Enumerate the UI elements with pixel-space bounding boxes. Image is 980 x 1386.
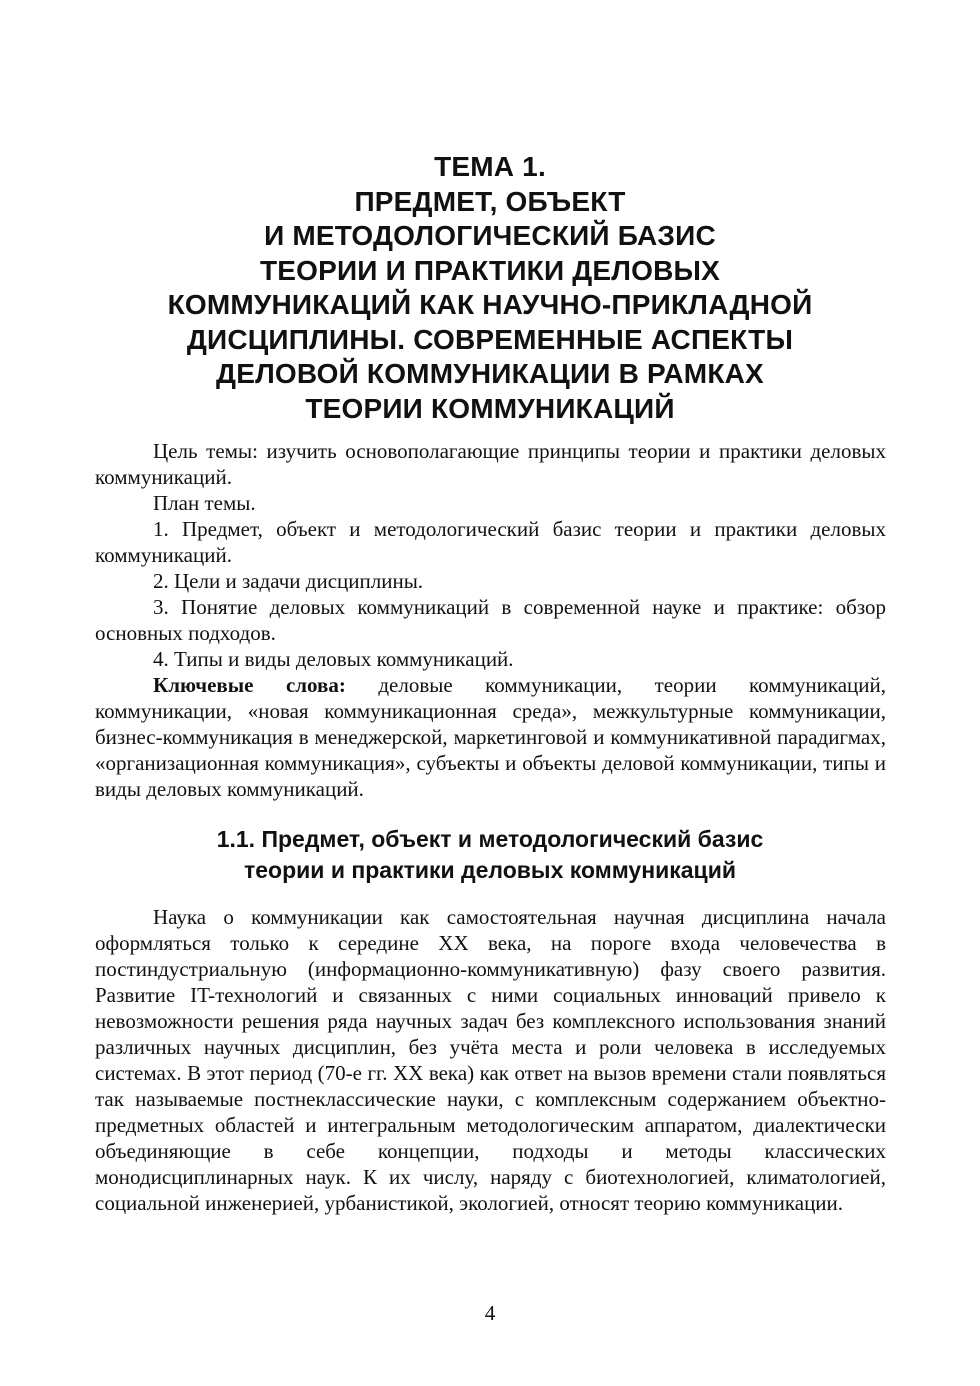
chapter-title-line: ДИСЦИПЛИНЫ. СОВРЕМЕННЫЕ АСПЕКТЫ bbox=[186, 323, 794, 355]
chapter-title-line: ТЕОРИИ КОММУНИКАЦИЙ bbox=[305, 392, 675, 424]
plan-heading: План темы. bbox=[153, 491, 256, 515]
chapter-title-line: КОММУНИКАЦИЙ КАК НАУЧНО-ПРИКЛАДНОЙ bbox=[167, 289, 813, 320]
keywords-paragraph bbox=[95, 672, 886, 802]
section-title-line: теории и практики деловых коммуникаций bbox=[244, 857, 736, 883]
chapter-title-line: ТЕОРИИ И ПРАКТИКИ ДЕЛОВЫХ bbox=[259, 254, 721, 286]
section-paragraph: Наука о коммуникации как самостоятельная научная дисциплина начала оформляться только к середине XX века, на пороге входа человечества в постиндустриальную (информационно-коммуникативную) фазу своего развития. Развитие IT-технологий и связанных с ними социальных инноваций привело к невозможности решения ряда научных задач без комплексного использования знаний различных научных дисциплин, без учёта места и роли человека в исследуемых системах. В этот период (70-е гг. XX века) как ответ на вызов времени стали появляться так называемые постнеклассические науки, с комплексным содержанием объектно-предметных областей и интегральным методологическим аппаратом, диалектически объединяющие в себе концепции, подходы и методы классических монодисциплинарных наук. К их числу, наряду с биотехнологией, климатологией, социальной инженерией, урбанистикой, экологией, относят теорию коммуникации. bbox=[95, 905, 886, 1215]
plan-item: 3. Понятие деловых коммуникаций в современной науке и практике: обзор основных подходов. bbox=[95, 595, 886, 645]
plan-item: 1. Предмет, объект и методологический базис теории и практики деловых коммуникаций. bbox=[95, 517, 886, 567]
chapter-title-line: ТЕМА 1. bbox=[434, 151, 546, 182]
chapter-title bbox=[95, 150, 885, 426]
section-title-line: 1.1. Предмет, объект и методологический базис bbox=[216, 826, 764, 852]
intro-block bbox=[95, 438, 886, 802]
keywords-label: Ключевые слова: bbox=[153, 673, 346, 697]
plan-item: 4. Типы и виды деловых коммуникаций. bbox=[153, 647, 514, 671]
chapter-title-line: ДЕЛОВОЙ КОММУНИКАЦИИ В РАМКАХ bbox=[216, 358, 764, 389]
plan-item: 2. Цели и задачи дисциплины. bbox=[153, 569, 424, 593]
page-number: 4 bbox=[484, 1301, 496, 1325]
section-title bbox=[95, 824, 885, 886]
chapter-title-line: И МЕТОДОЛОГИЧЕСКИЙ БАЗИС bbox=[264, 220, 716, 251]
section-body bbox=[95, 904, 886, 1216]
keywords-text: деловые коммуникации, теории коммуникаций, коммуникации, «новая коммуникационная среда», межкультурные коммуникации, бизнес-коммуникация в менеджерской, маркетинговой и коммуникативной парадигмах, «организационная коммуникация», субъекты и объекты деловой коммуникации, типы и виды деловых коммуникаций. bbox=[95, 673, 887, 801]
chapter-title-line: ПРЕДМЕТ, ОБЪЕКТ bbox=[354, 185, 626, 217]
topic-goal: Цель темы: изучить основополагающие принципы теории и практики деловых коммуникаций. bbox=[95, 439, 886, 489]
